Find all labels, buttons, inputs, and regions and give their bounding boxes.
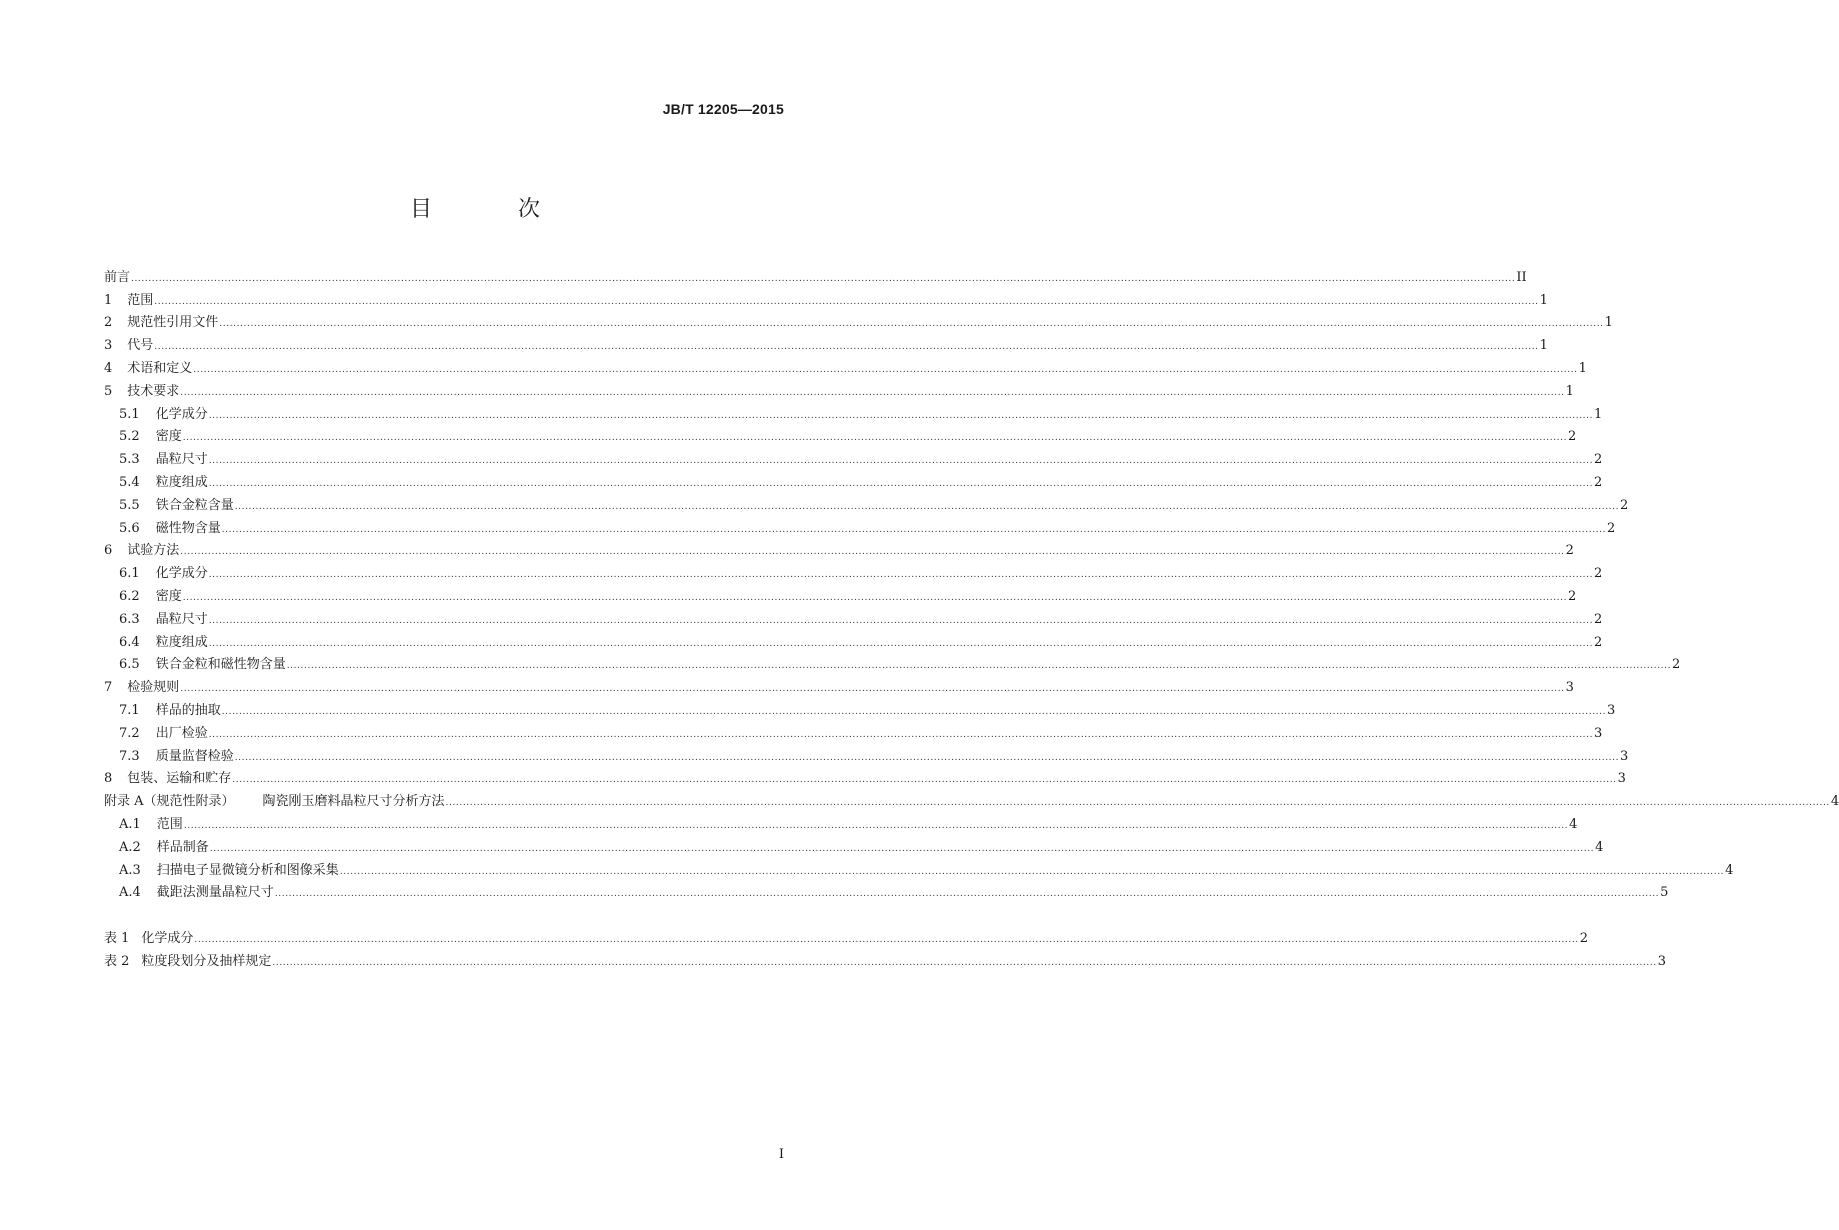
- toc-entry-number: 3: [104, 338, 113, 354]
- toc-dot-leader: ................................................................................................................................................................................................................................................................................................................................................................................................................: [221, 524, 1607, 535]
- toc-entry-page: 5: [1660, 885, 1669, 901]
- toc-dot-leader: ................................................................................................................................................................................................................................................................................................................................................................................................................: [234, 752, 1620, 763]
- toc-entry[interactable]: [104, 446, 1603, 469]
- toc-entry-number: 附录 A（规范性附录）: [104, 794, 235, 810]
- toc-entry-page: 3: [1657, 953, 1667, 969]
- toc-entry-number: 5.3: [119, 452, 140, 468]
- toc-entry-page: 2: [1568, 429, 1577, 445]
- toc-entry-number: 7.1: [119, 702, 140, 718]
- toc-entry-page: 2: [1568, 588, 1577, 604]
- toc-entry-page: 2: [1594, 634, 1603, 650]
- toc-entry-number: 5.2: [119, 429, 140, 445]
- toc-dot-leader: ................................................................................................................................................................................................................................................................................................................................................................................................................: [208, 410, 1594, 421]
- table-of-contents: [104, 264, 1839, 971]
- toc-entry[interactable]: [104, 766, 1626, 789]
- toc-entry-page: 4: [1569, 816, 1578, 832]
- toc-entry-page: 1: [1539, 292, 1548, 308]
- toc-entry-number: 6.2: [119, 588, 140, 604]
- toc-dot-leader: ................................................................................................................................................................................................................................................................................................................................................................................................................: [194, 935, 1579, 946]
- toc-entry[interactable]: [104, 811, 1578, 834]
- toc-entry-label: 铁合金粒含量: [155, 497, 234, 513]
- toc-entry-label: 试验方法: [127, 543, 180, 559]
- toc-entry-page: 3: [1607, 702, 1616, 718]
- toc-entry-page: 3: [1565, 680, 1574, 696]
- toc-dot-leader: ................................................................................................................................................................................................................................................................................................................................................................................................................: [208, 638, 1594, 649]
- toc-dot-leader: ................................................................................................................................................................................................................................................................................................................................................................................................................: [286, 661, 1672, 672]
- toc-entry-number: 5.4: [119, 474, 140, 490]
- toc-entry-number: A.1: [119, 816, 141, 832]
- toc-entry[interactable]: [104, 857, 1734, 880]
- toc-entry-label: 粒度组成: [155, 474, 208, 490]
- toc-entry-number: 5.5: [119, 497, 140, 513]
- toc-entry-label: 术语和定义: [127, 360, 193, 376]
- toc-entry-page: 1: [1594, 406, 1603, 422]
- toc-entry[interactable]: [104, 401, 1603, 424]
- toc-entry[interactable]: [104, 287, 1548, 310]
- toc-entry-label: 化学成分: [141, 931, 194, 947]
- toc-dot-leader: ................................................................................................................................................................................................................................................................................................................................................................................................................: [208, 615, 1594, 626]
- toc-dot-leader: ................................................................................................................................................................................................................................................................................................................................................................................................................: [209, 843, 1595, 854]
- toc-dot-leader: ................................................................................................................................................................................................................................................................................................................................................................................................................: [131, 273, 1516, 284]
- toc-entry-number: 7.3: [119, 748, 140, 764]
- toc-entry-page: 1: [1604, 315, 1613, 331]
- toc-dot-leader: ................................................................................................................................................................................................................................................................................................................................................................................................................: [208, 729, 1594, 740]
- toc-dot-leader: ................................................................................................................................................................................................................................................................................................................................................................................................................: [219, 319, 1604, 330]
- document-code: JB/T 12205—2015: [662, 101, 784, 117]
- toc-entry-number: A.2: [119, 839, 141, 855]
- toc-entry-page: 2: [1594, 566, 1603, 582]
- toc-dot-leader: ................................................................................................................................................................................................................................................................................................................................................................................................................: [180, 387, 1565, 398]
- toc-entry[interactable]: [104, 583, 1577, 606]
- toc-entry[interactable]: [104, 378, 1574, 401]
- toc-entry-number: 表 2: [104, 953, 130, 969]
- toc-entry[interactable]: [104, 560, 1603, 583]
- toc-entry[interactable]: [104, 674, 1574, 697]
- toc-entry-label: 技术要求: [127, 383, 180, 399]
- toc-dot-leader: ................................................................................................................................................................................................................................................................................................................................................................................................................: [154, 342, 1539, 353]
- toc-entry-number: 6: [104, 543, 113, 559]
- toc-table-list: [104, 925, 1667, 971]
- toc-entry-label: 包装、运输和贮存: [127, 771, 232, 787]
- toc-entry[interactable]: [104, 743, 1629, 766]
- toc-entry-label: 化学成分: [155, 566, 208, 582]
- toc-entry[interactable]: [104, 834, 1604, 857]
- toc-entry-number: 1: [104, 292, 113, 308]
- toc-entry-label: 出厂检验: [155, 725, 208, 741]
- toc-entry-page: 1: [1539, 338, 1548, 354]
- toc-entry-label: 规范性引用文件: [127, 315, 219, 331]
- toc-entry-label: 前言: [104, 269, 131, 285]
- toc-dot-leader: ................................................................................................................................................................................................................................................................................................................................................................................................................: [339, 866, 1725, 877]
- toc-entry-number: 5: [104, 383, 113, 399]
- toc-entry-page: 3: [1617, 771, 1626, 787]
- toc-entry-label: 检验规则: [127, 680, 180, 696]
- toc-entry-page: 2: [1607, 520, 1616, 536]
- toc-dot-leader: ................................................................................................................................................................................................................................................................................................................................................................................................................: [208, 478, 1594, 489]
- toc-title: 目 次: [409, 197, 572, 222]
- toc-entry-page: 1: [1578, 360, 1587, 376]
- toc-entry-label: 样品的抽取: [155, 702, 221, 718]
- toc-entry[interactable]: [104, 880, 1669, 903]
- toc-dot-leader: ................................................................................................................................................................................................................................................................................................................................................................................................................: [193, 364, 1578, 375]
- toc-entry[interactable]: [104, 424, 1577, 447]
- toc-entry[interactable]: [104, 264, 1527, 287]
- toc-entry[interactable]: [104, 720, 1603, 743]
- toc-entry-number: 6.5: [119, 657, 140, 673]
- toc-entry-label: 范围: [127, 292, 154, 308]
- toc-entry-label: 化学成分: [155, 406, 208, 422]
- toc-entry[interactable]: [104, 652, 1681, 675]
- toc-entry-page: 2: [1565, 543, 1574, 559]
- toc-dot-leader: ................................................................................................................................................................................................................................................................................................................................................................................................................: [234, 501, 1620, 512]
- toc-entry[interactable]: [104, 538, 1574, 561]
- toc-entry[interactable]: [104, 355, 1587, 378]
- toc-entry-number: A.4: [119, 885, 141, 901]
- toc-entry-number: 6.3: [119, 611, 140, 627]
- toc-entry[interactable]: [104, 310, 1613, 333]
- toc-entry-page: 2: [1672, 657, 1681, 673]
- toc-entry[interactable]: [104, 492, 1629, 515]
- toc-entry[interactable]: [104, 332, 1548, 355]
- toc-entry-number: 8: [104, 771, 113, 787]
- toc-entry-label: 扫描电子显微镜分析和图像采集: [156, 862, 339, 878]
- toc-dot-leader: ................................................................................................................................................................................................................................................................................................................................................................................................................: [180, 547, 1565, 558]
- toc-entry-number: 2: [104, 315, 113, 331]
- toc-dot-leader: ................................................................................................................................................................................................................................................................................................................................................................................................................: [182, 592, 1568, 603]
- toc-entry-page: 4: [1830, 794, 1839, 810]
- toc-entry-label: 质量监督检验: [155, 748, 234, 764]
- toc-entry-label: 陶瓷刚玉磨料晶粒尺寸分析方法: [262, 794, 445, 810]
- toc-entry-label: 磁性物含量: [155, 520, 221, 536]
- toc-dot-leader: ................................................................................................................................................................................................................................................................................................................................................................................................................: [182, 433, 1568, 444]
- toc-entry-page: 2: [1579, 931, 1589, 947]
- toc-entry-number: 6.1: [119, 566, 140, 582]
- toc-entry-page: II: [1516, 269, 1527, 285]
- toc-dot-leader: ................................................................................................................................................................................................................................................................................................................................................................................................................: [232, 775, 1617, 786]
- toc-entry-number: 7.2: [119, 725, 140, 741]
- toc-entry-label: 粒度段划分及抽样规定: [141, 953, 272, 969]
- toc-entry[interactable]: [104, 606, 1603, 629]
- toc-entry-label: 样品制备: [156, 839, 209, 855]
- toc-gap: [104, 902, 784, 925]
- toc-dot-leader: ................................................................................................................................................................................................................................................................................................................................................................................................................: [274, 889, 1660, 900]
- toc-entry-number: A.3: [119, 862, 141, 878]
- toc-entry-label: 密度: [155, 429, 182, 445]
- toc-dot-leader: ................................................................................................................................................................................................................................................................................................................................................................................................................: [180, 684, 1565, 695]
- toc-dot-leader: ................................................................................................................................................................................................................................................................................................................................................................................................................: [445, 798, 1830, 809]
- toc-entry-label: 代号: [127, 338, 154, 354]
- toc-entry-number: 表 1: [104, 931, 130, 947]
- toc-entry-label: 范围: [156, 816, 183, 832]
- toc-table-entry[interactable]: [104, 925, 1589, 948]
- toc-entry-label: 密度: [155, 588, 182, 604]
- toc-dot-leader: ................................................................................................................................................................................................................................................................................................................................................................................................................: [221, 706, 1607, 717]
- toc-entry-label: 晶粒尺寸: [155, 611, 208, 627]
- toc-entry[interactable]: [104, 788, 1839, 811]
- toc-entry-page: 3: [1620, 748, 1629, 764]
- toc-entry[interactable]: [104, 629, 1603, 652]
- page-number: I: [778, 1147, 784, 1162]
- toc-entries: [104, 264, 1839, 902]
- toc-entry-label: 晶粒尺寸: [155, 452, 208, 468]
- toc-entry-label: 粒度组成: [155, 634, 208, 650]
- toc-entry-page: 1: [1565, 383, 1574, 399]
- toc-entry-label: 截距法测量晶粒尺寸: [156, 885, 274, 901]
- toc-dot-leader: ................................................................................................................................................................................................................................................................................................................................................................................................................: [183, 820, 1569, 831]
- toc-entry-label: 铁合金粒和磁性物含量: [155, 657, 286, 673]
- toc-entry-number: 7: [104, 680, 113, 696]
- toc-entry-page: 2: [1594, 474, 1603, 490]
- toc-entry-page: 2: [1620, 497, 1629, 513]
- toc-entry-number: 4: [104, 360, 113, 376]
- toc-dot-leader: ................................................................................................................................................................................................................................................................................................................................................................................................................: [208, 570, 1594, 581]
- toc-dot-leader: ................................................................................................................................................................................................................................................................................................................................................................................................................: [208, 456, 1594, 467]
- toc-entry-page: 2: [1594, 611, 1603, 627]
- toc-dot-leader: ................................................................................................................................................................................................................................................................................................................................................................................................................: [272, 957, 1657, 968]
- toc-entry-number: 5.6: [119, 520, 140, 536]
- toc-entry-page: 2: [1594, 452, 1603, 468]
- toc-entry[interactable]: [104, 469, 1603, 492]
- toc-entry-page: 3: [1594, 725, 1603, 741]
- toc-entry-page: 4: [1595, 839, 1604, 855]
- toc-entry-number: 6.4: [119, 634, 140, 650]
- toc-table-entry[interactable]: [104, 948, 1667, 971]
- toc-entry-page: 4: [1725, 862, 1734, 878]
- toc-entry[interactable]: [104, 515, 1616, 538]
- toc-dot-leader: ................................................................................................................................................................................................................................................................................................................................................................................................................: [154, 296, 1539, 307]
- toc-entry[interactable]: [104, 697, 1616, 720]
- toc-entry-number: 5.1: [119, 406, 140, 422]
